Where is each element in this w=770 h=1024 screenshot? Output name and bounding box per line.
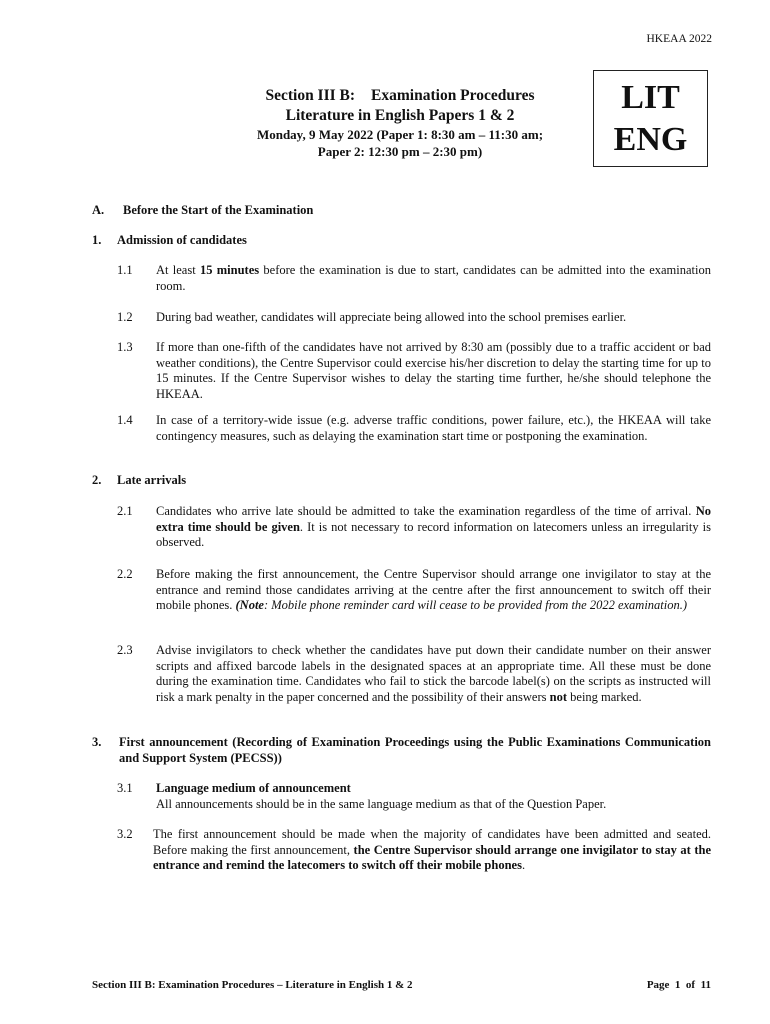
item-2-1-emphasis: No extra time should be given: [156, 504, 711, 534]
of-label: of: [685, 979, 696, 991]
item-2-2-note-text: : Mobile phone reminder card will cease to be provided from the 2022 examination.): [263, 598, 688, 612]
section-2-number: 2.: [92, 473, 102, 487]
item-1-1-emphasis: 15 minutes: [199, 263, 260, 277]
page-total: 11: [700, 979, 711, 991]
item-1-4-text: In case of a territory-wide issue (e.g. adverse traffic conditions, power failure, etc.), the HKEAA will take contingency measures, such as delaying the examination start time or postponing the examination.: [156, 413, 711, 443]
procedures-label: Examination Procedures: [371, 87, 535, 104]
subject-code-line1: LIT: [621, 79, 680, 116]
item-2-2-number: 2.2: [117, 567, 133, 581]
item-3-1-text: All announcements should be in the same language medium as that of the Question Paper.: [156, 797, 607, 811]
item-2-2-note-label: (Note: [235, 598, 264, 612]
date-line-1: Monday, 9 May 2022 (Paper 1: 8:30 am – 11:30 am;: [256, 127, 544, 142]
item-1-4-number: 1.4: [117, 413, 133, 427]
item-2-1-text-c: . It is not necessary to record information on latecomers unless an irregularity is observed.: [156, 519, 711, 549]
subject-title: Literature in English Papers 1 & 2: [285, 107, 515, 124]
title-line-section: [220, 86, 580, 106]
header-org-year: HKEAA 2022: [646, 33, 712, 45]
item-2-3-text-a: Advise invigilators to check whether the candidates have put down their candidate number on their answer scripts and affixed barcode labels in the designated spaces at an appropriate time. All these must be done during the examination time. Candidates who fail to stick the barcode label(s) on the scripts as instructed will risk a mark penalty in the paper concerned and the possibility of their answers: [156, 643, 711, 704]
item-1-3-number: 1.3: [117, 340, 133, 354]
section-1-number: 1.: [92, 233, 102, 247]
item-1-1-number: 1.1: [117, 263, 133, 277]
item-3-1-heading: Language medium of announcement: [156, 781, 351, 795]
item-1-3-text: If more than one-fifth of the candidates have not arrived by 8:30 am (possibly due to a traffic accident or bad weather conditions), the Centre Supervisor could exercise his/her discretion to delay the starting time for up to 15 minutes. If the Centre Supervisor wishes to delay the starting time further, he/she should telephone the HKEAA.: [156, 340, 711, 401]
item-1-1-text: [156, 263, 711, 294]
footer-title: Section III B: Examination Procedures – Literature in English 1 & 2: [92, 979, 413, 991]
date-line-2: Paper 2: 12:30 pm – 2:30 pm): [317, 144, 483, 159]
section-3-heading: First announcement (Recording of Examination Proceedings using the Public Examinations Communication and Support System (PECSS)): [119, 735, 711, 765]
page-indicator: [631, 979, 711, 991]
subject-code-box: [593, 70, 708, 167]
item-1-2-text: During bad weather, candidates will appreciate being allowed into the school premises earlier.: [156, 310, 627, 324]
item-3-2-text-c: .: [521, 858, 526, 872]
item-2-3-text-c: being marked.: [567, 689, 642, 704]
item-2-3-number: 2.3: [117, 643, 133, 657]
item-2-1-text: [156, 504, 711, 551]
item-2-1-text-a: Candidates who arrive late should be admitted to take the examination regardless of the time of arrival.: [156, 504, 696, 518]
item-2-1-number: 2.1: [117, 504, 133, 518]
subject-code-line2: ENG: [613, 121, 688, 158]
item-1-1-text-c: before the examination is due to start, candidates can be admitted into the examination room.: [156, 263, 711, 293]
section-3-number: 3.: [92, 735, 102, 749]
item-2-3-emphasis: not: [549, 689, 568, 704]
part-a-letter: A.: [92, 203, 105, 217]
item-1-1-text-a: At least: [156, 263, 200, 277]
section-label: Section III B:: [265, 87, 356, 104]
part-a-heading: Before the Start of the Examination: [123, 203, 314, 217]
item-3-2-text: [153, 827, 711, 874]
item-3-2-number: 3.2: [117, 827, 133, 841]
item-2-2-text: [156, 567, 711, 614]
section-2-heading: Late arrivals: [117, 473, 187, 487]
page-number: 1: [674, 979, 681, 991]
title-block: [220, 86, 580, 160]
item-2-2-text-a: Before making the first announcement, the Centre Supervisor should arrange one invigilator to stay at the entrance and remind those candidates arriving at the centre after the first announcement to switch off their mobile phones.: [156, 567, 711, 612]
item-3-2-emphasis: the Centre Supervisor should arrange one invigilator to stay at the entrance and remind the latecomers to switch off their mobile phones: [153, 842, 711, 872]
item-1-2-number: 1.2: [117, 310, 133, 324]
page-label: Page: [646, 979, 670, 991]
item-3-2-text-a: The first announcement should be made when the majority of candidates have been admitted and seated. Before making the first announcement,: [153, 827, 711, 857]
item-3-1-number: 3.1: [117, 781, 133, 795]
section-1-heading: Admission of candidates: [117, 233, 247, 247]
item-2-3-text: [156, 643, 711, 705]
